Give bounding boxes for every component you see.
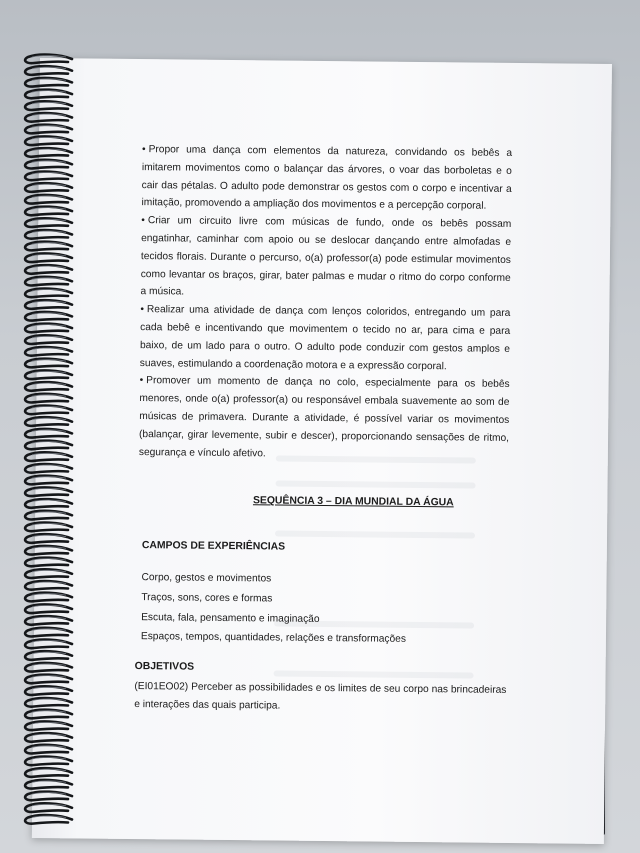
coil-loop — [25, 546, 72, 555]
coil-loop — [25, 452, 72, 461]
coil-loop — [25, 593, 72, 602]
sequence-title: SEQUÊNCIA 3 – DIA MUNDIAL DA ÁGUA — [252, 495, 454, 509]
document-page — [32, 58, 612, 844]
coil-loop — [25, 253, 72, 262]
coil-loop — [25, 359, 72, 368]
activity-paragraph-3: • Realizar uma atividade de dança com lenços coloridos, entregando um para cada bebê e incentivando que movimentem o tecido no ar, para cima e para baixo, de um lado para o outro. O adulto pode conduzir com gestos amplos e suaves, estimulando a coordenação motora e a expressão corporal. — [139, 304, 511, 372]
coil-loop — [25, 604, 72, 613]
coil-loop — [25, 183, 72, 192]
coil-loop — [25, 370, 72, 379]
campos-item: Traços, sons, cores e formas — [141, 591, 273, 605]
coil-loop — [25, 780, 72, 789]
coil-loop — [25, 136, 72, 145]
coil-loop — [25, 651, 72, 660]
coil-loop — [25, 569, 72, 578]
activity-paragraph-1: • Propor uma dança com elementos da natureza, convidando os bebês a imitarem movimentos como o balançar das árvores, o voar das borboletas e o cair das pétalas. O adulto pode demonstrar os gestos com o corpo e incentivar a imitação, promovendo a ampliação dos movimentos e a percepção corporal. — [141, 144, 513, 213]
spiral-binding — [20, 50, 80, 840]
campos-item: Espaços, tempos, quantidades, relações e transformações — [140, 631, 407, 646]
coil-loop — [25, 733, 72, 742]
coil-loop — [25, 148, 72, 157]
campos-item: Corpo, gestos e movimentos — [141, 572, 272, 585]
coil-loop — [25, 324, 72, 333]
coil-loop — [25, 768, 72, 777]
coil-loop — [25, 721, 72, 730]
coil-loop — [25, 218, 72, 227]
coil-loop — [25, 55, 72, 64]
coil-loop — [25, 429, 72, 438]
coil-loop — [25, 476, 72, 485]
coil-loop — [25, 803, 72, 812]
coil-loop — [25, 640, 72, 649]
bullet-icon: • — [141, 144, 146, 156]
coil-loop — [25, 195, 72, 204]
coil-loop — [25, 616, 72, 625]
coil-loop — [25, 300, 72, 309]
coil-loop — [25, 745, 72, 754]
coil-loop — [25, 160, 72, 169]
objetivos-text: (EI01EO02) Perceber as possibilidades e os limites de seu corpo nas brincadeiras e interações das quais participa. — [134, 680, 507, 712]
coil-loop — [25, 394, 72, 403]
coil-loop — [25, 66, 72, 75]
coil-loop — [25, 558, 72, 567]
coil-loop — [25, 78, 72, 87]
bullet-icon: • — [139, 375, 144, 387]
coil-loop — [25, 675, 72, 684]
coil-loop — [25, 347, 72, 356]
coil-loop — [25, 487, 72, 496]
coil-loop — [25, 113, 72, 122]
coil-loop — [25, 581, 72, 590]
page-content — [136, 141, 512, 717]
coil-loop — [25, 441, 72, 450]
coil-loop — [25, 511, 72, 520]
coil-loop — [25, 312, 72, 321]
coil-loop — [25, 792, 72, 801]
coil-loop — [25, 265, 72, 274]
coil-loop — [25, 125, 72, 134]
campos-item: Escuta, fala, pensamento e imaginação — [141, 611, 320, 625]
coil-loop — [25, 277, 72, 286]
coil-loop — [25, 464, 72, 473]
coil-loop — [25, 382, 72, 391]
coil-loop — [25, 230, 72, 239]
activity-paragraph-4: • Promover um momento de dança no colo, especialmente para os bebês menores, onde o(a) professor(a) ou responsável embala suavemente ao som de músicas de primavera. Durante a atividade, é possível variar os movimentos (balançar, girar levemente, subir e descer), proporcionando sensações de ritmo, segurança e vínculo afetivo. — [138, 375, 510, 459]
coil-loop — [25, 406, 72, 415]
activity-paragraph-2: • Criar um circuito livre com músicas de fundo, onde os bebês possam engatinhar, caminhar com apoio ou se deslocar dançando entre almofadas e tecidos florais. Durante o percurso, o(a) professor(a) pode estimular movimentos como levantar os braços, girar, bater palmas e mudar o ritmo do corpo conforme a música. — [140, 215, 512, 298]
coil-loop — [25, 815, 72, 824]
coil-loop — [25, 207, 72, 216]
coil-loop — [25, 698, 72, 707]
campos-list — [141, 569, 508, 650]
coil-loop — [25, 289, 72, 298]
coil-loop — [25, 757, 72, 766]
coil-loop — [25, 628, 72, 637]
objetivos-heading: OBJETIVOS — [134, 661, 195, 673]
coil-loop — [25, 499, 72, 508]
bullet-icon: • — [141, 215, 145, 227]
coil-loop — [25, 417, 72, 426]
coil-loop — [25, 101, 72, 110]
coil-loop — [25, 523, 72, 532]
coil-loop — [25, 534, 72, 543]
bullet-icon: • — [140, 304, 145, 316]
coil-loop — [25, 686, 72, 695]
campos-heading: CAMPOS DE EXPERIÊNCIAS — [141, 540, 286, 553]
coil-loop — [25, 242, 72, 251]
coil-loop — [25, 172, 72, 181]
coil-loop — [25, 710, 72, 719]
coil-loop — [25, 90, 72, 99]
coil-loop — [25, 335, 72, 344]
coil-loop — [25, 663, 72, 672]
